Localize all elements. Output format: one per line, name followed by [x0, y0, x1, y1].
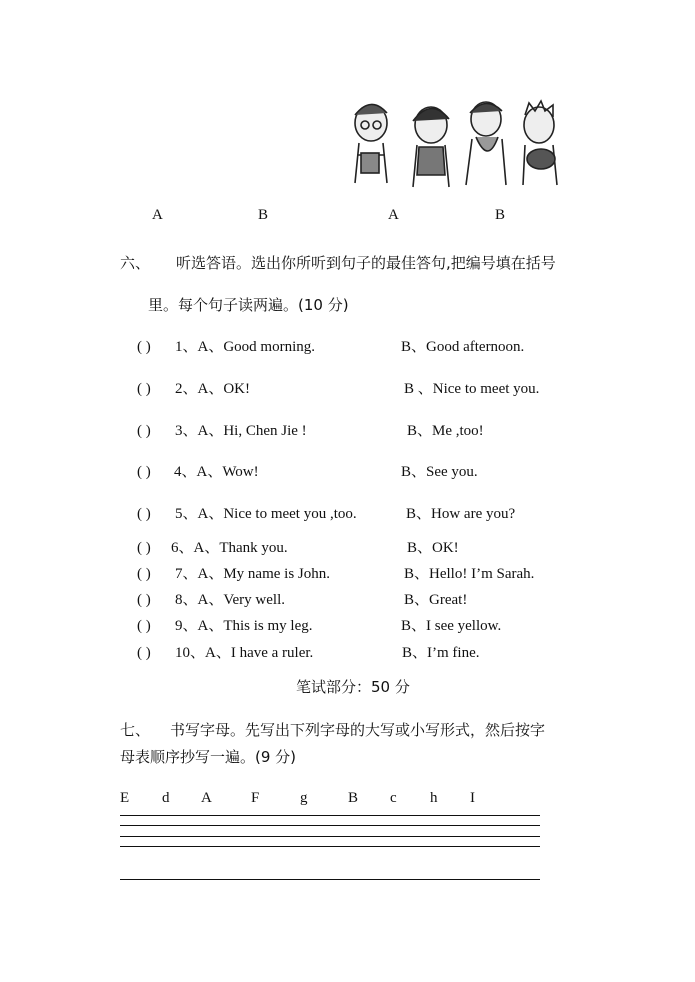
option-a: 7、A、My name is John. — [175, 566, 330, 582]
answer-blank[interactable]: ( ) — [137, 464, 151, 480]
option-b: B、See you. — [401, 464, 478, 480]
letter: A — [201, 790, 212, 806]
section7-title-cont: 母表顺序抄写一遍。(9 分) — [120, 748, 297, 766]
option-a: 4、A、Wow! — [174, 464, 259, 480]
writing-line[interactable] — [120, 825, 540, 826]
option-a: 8、A、Very well. — [175, 592, 285, 608]
picture-label-b2: B — [495, 207, 506, 223]
option-b: B、I’m fine. — [402, 645, 480, 661]
letter: I — [470, 790, 475, 806]
child-d-figure — [523, 101, 557, 185]
written-part-heading: 笔试部分：50 分 — [296, 678, 410, 696]
child-c-figure — [466, 102, 506, 185]
answer-blank[interactable]: ( ) — [137, 423, 151, 439]
child-b-figure — [413, 107, 449, 187]
answer-blank[interactable]: ( ) — [137, 592, 151, 608]
letter: g — [300, 790, 308, 806]
option-b: B、Good afternoon. — [401, 339, 525, 355]
section7-number: 七、 — [120, 721, 151, 739]
answer-blank[interactable]: ( ) — [137, 566, 151, 582]
answer-blank[interactable]: ( ) — [137, 645, 151, 661]
letter: d — [162, 790, 170, 806]
answer-blank[interactable]: ( ) — [137, 618, 151, 634]
letter: B — [348, 790, 359, 806]
option-a: 6、A、Thank you. — [171, 540, 288, 556]
option-a: 9、A、This is my leg. — [175, 618, 313, 634]
picture-label-a1: A — [152, 207, 163, 223]
writing-line[interactable] — [120, 846, 540, 847]
answer-blank[interactable]: ( ) — [137, 339, 151, 355]
option-b: B 、Nice to meet you. — [404, 381, 540, 397]
cartoon-children-illustration — [343, 95, 568, 191]
option-b: B、Great! — [404, 592, 468, 608]
writing-line[interactable] — [120, 836, 540, 837]
writing-line[interactable] — [120, 879, 540, 880]
letter: c — [390, 790, 397, 806]
option-b: B、OK! — [407, 540, 459, 556]
section6-title-cont: 里。每个句子读两遍。(10 分) — [148, 296, 349, 314]
picture-label-b1: B — [258, 207, 269, 223]
answer-blank[interactable]: ( ) — [137, 540, 151, 556]
answer-blank[interactable]: ( ) — [137, 506, 151, 522]
section6-title: 听选答语。选出你所听到句子的最佳答句,把编号填在括号 — [176, 254, 556, 272]
letter: E — [120, 790, 130, 806]
option-a: 5、A、Nice to meet you ,too. — [175, 506, 357, 522]
writing-line[interactable] — [120, 815, 540, 816]
option-b: B、How are you? — [406, 506, 516, 522]
option-a: 3、A、Hi, Chen Jie ! — [175, 423, 307, 439]
picture-label-a2: A — [388, 207, 399, 223]
option-b: B、Me ,too! — [407, 423, 484, 439]
option-b: B、I see yellow. — [401, 618, 502, 634]
option-a: 1、A、Good morning. — [175, 339, 315, 355]
section7-title: 书写字母。先写出下列字母的大写或小写形式，然后按字 — [170, 721, 546, 739]
section6-number: 六、 — [120, 254, 151, 272]
letter: h — [430, 790, 438, 806]
option-b: B、Hello! I’m Sarah. — [404, 566, 535, 582]
option-a: 2、A、OK! — [175, 381, 250, 397]
option-a: 10、A、I have a ruler. — [175, 645, 314, 661]
answer-blank[interactable]: ( ) — [137, 381, 151, 397]
child-a-figure — [355, 104, 387, 183]
letter: F — [251, 790, 260, 806]
